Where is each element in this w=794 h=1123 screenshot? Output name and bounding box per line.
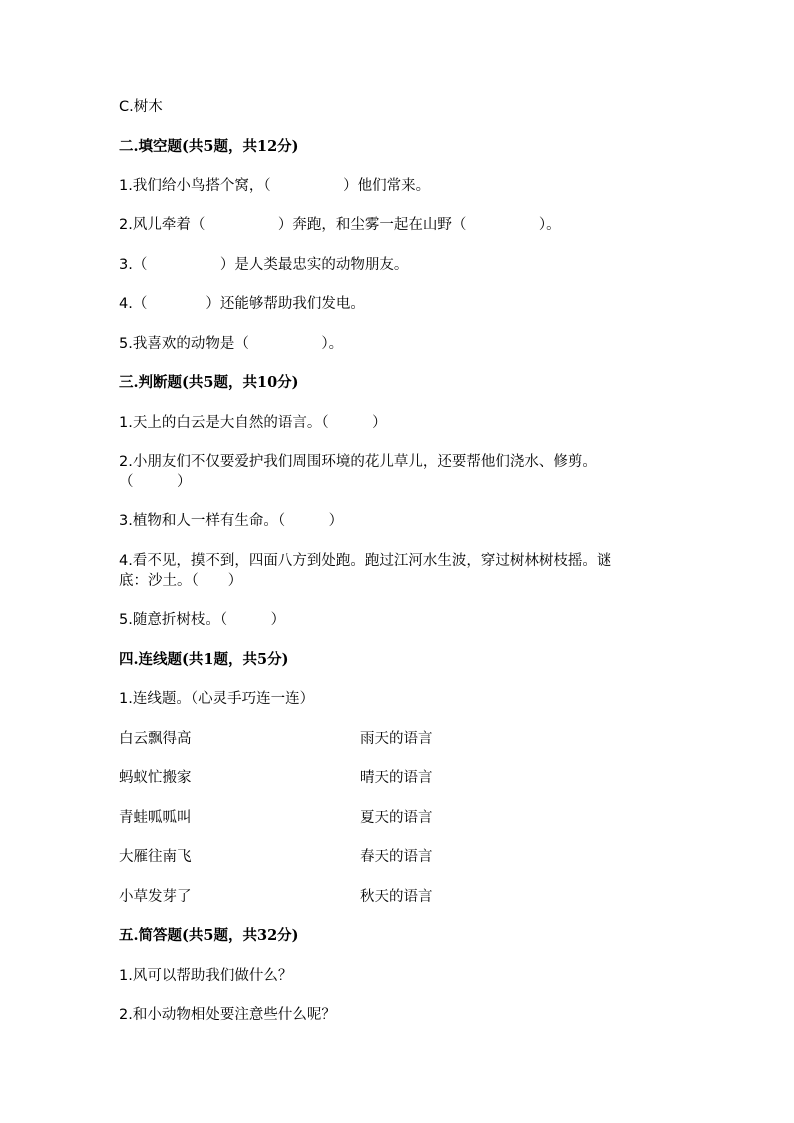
section-4-heading: 四.连线题(共1题，共5分): [119, 651, 289, 668]
section-3-heading: 三.判断题(共5题，共10分): [119, 374, 299, 391]
matching-question-1: 1.连线题。（心灵手巧连一连）: [119, 691, 315, 707]
fill-question-3: 3.（ ）是人类最忠实的动物朋友。: [119, 257, 409, 273]
short-answer-question-1: 1.风可以帮助我们做什么？: [119, 968, 293, 984]
fill-question-1: 1.我们给小鸟搭个窝，（ ）他们常来。: [119, 178, 431, 194]
matching-left-item: 蚂蚁忙搬家: [119, 770, 192, 786]
matching-right-item: 秋天的语言: [360, 889, 433, 905]
short-answer-question-2: 2.和小动物相处要注意些什么呢？: [119, 1007, 336, 1023]
fill-question-5: 5.我喜欢的动物是（ ）。: [119, 336, 344, 352]
matching-left-item: 小草发芽了: [119, 889, 192, 905]
judge-question-2-line-1: 2.小朋友们不仅要爱护我们周围环境的花儿草儿，还要帮他们浇水、修剪。: [119, 454, 597, 470]
judge-question-2-line-2: （ ）: [119, 474, 192, 490]
matching-right-item: 夏天的语言: [360, 810, 433, 826]
matching-left-item: 大雁往南飞: [119, 849, 192, 865]
matching-left-item: 青蛙呱呱叫: [119, 810, 192, 826]
matching-left-item: 白云飘得高: [119, 731, 192, 747]
fill-question-4: 4.（ ）还能够帮助我们发电。: [119, 296, 365, 312]
judge-question-4-line-2: 底：沙土。（ ）: [119, 573, 243, 589]
matching-right-item: 雨天的语言: [360, 731, 433, 747]
judge-question-4-line-1: 4.看不见，摸不到，四面八方到处跑。跑过江河水生波，穿过树林树枝摇。谜: [119, 553, 612, 569]
section-5-heading: 五.简答题(共5题，共32分): [119, 927, 299, 944]
matching-right-item: 晴天的语言: [360, 770, 433, 786]
fill-question-2: 2.风儿牵着（ ）奔跑，和尘雾一起在山野（ ）。: [119, 217, 561, 233]
judge-question-3: 3.植物和人一样有生命。（ ）: [119, 513, 344, 529]
option-c: C.树木: [119, 99, 163, 115]
judge-question-5: 5.随意折树枝。（ ）: [119, 612, 286, 628]
matching-right-item: 春天的语言: [360, 849, 433, 865]
section-2-heading: 二.填空题(共5题，共12分): [119, 138, 299, 155]
judge-question-1: 1.天上的白云是大自然的语言。（ ）: [119, 415, 387, 431]
